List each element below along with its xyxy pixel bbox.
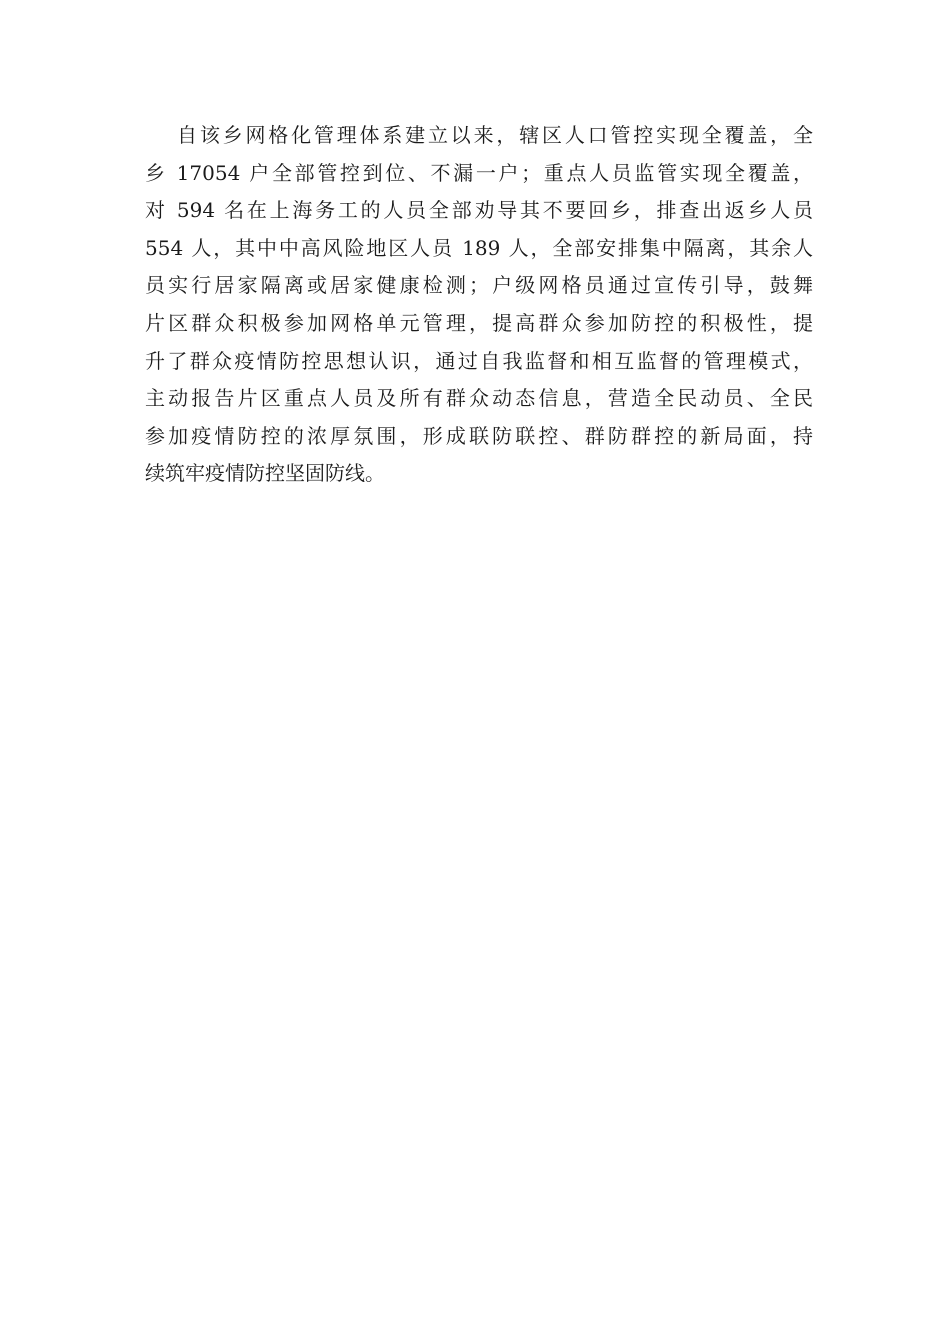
paragraph-line-4: 554 人，其中中高风险地区人员 189 人，全部安排集中隔离，其余人	[145, 235, 813, 260]
paragraph-line-10: 续筑牢疫情防控坚固防线。	[145, 461, 385, 486]
paragraph-line-3: 对 594 名在上海务工的人员全部劝导其不要回乡，排查出返乡人员	[145, 198, 813, 223]
body-paragraph	[145, 117, 813, 493]
paragraph-line-8: 主动报告片区重点人员及所有群众动态信息，营造全民动员、全民	[145, 386, 813, 411]
paragraph-line-1: 自该乡网格化管理体系建立以来，辖区人口管控实现全覆盖，全	[177, 123, 813, 147]
paragraph-line-9: 参加疫情防控的浓厚氛围，形成联防联控、群防群控的新局面，持	[145, 423, 813, 448]
paragraph-line-6: 片区群众积极参加网格单元管理，提高群众参加防控的积极性，提	[145, 310, 813, 335]
paragraph-line-7: 升了群众疫情防控思想认识，通过自我监督和相互监督的管理模式，	[145, 348, 813, 373]
paragraph-line-2: 乡 17054 户全部管控到位、不漏一户；重点人员监管实现全覆盖，	[145, 160, 813, 185]
paragraph-line-5: 员实行居家隔离或居家健康检测；户级网格员通过宣传引导，鼓舞	[145, 273, 813, 298]
